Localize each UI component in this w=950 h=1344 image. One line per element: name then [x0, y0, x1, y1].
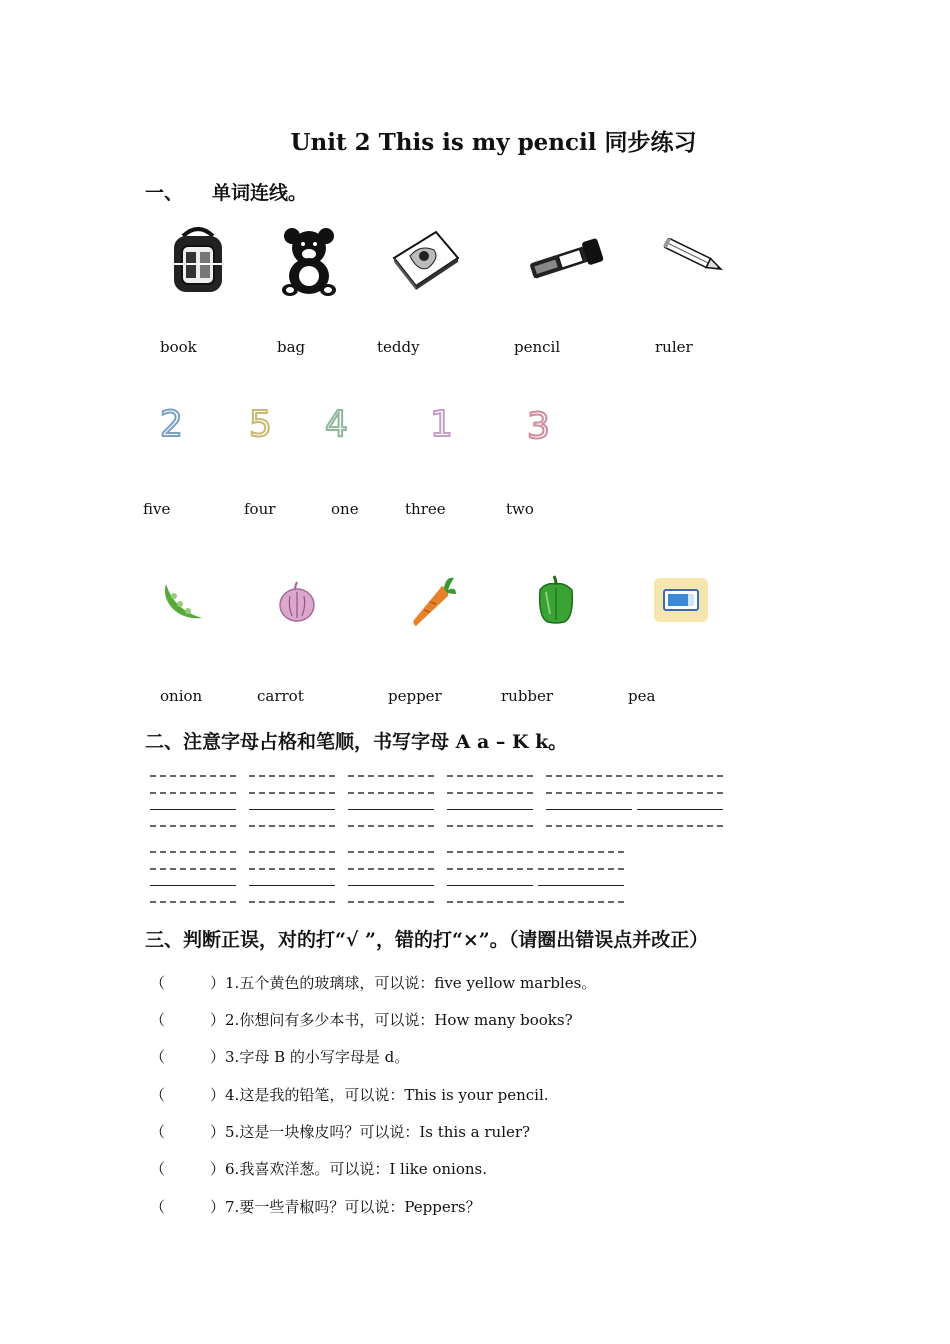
- answer-paren-open[interactable]: （: [150, 1160, 166, 1178]
- answer-paren-open[interactable]: （: [150, 1123, 166, 1141]
- word-pencil: pencil: [514, 338, 561, 356]
- answer-paren-close: ）: [210, 1011, 226, 1029]
- word-teddy: teddy: [377, 338, 420, 356]
- digit-2: 2: [160, 404, 183, 445]
- answer-paren-close: ）: [210, 1086, 226, 1104]
- word-book: book: [160, 338, 197, 356]
- question-text: 6.我喜欢洋葱。可以说：I like onions.: [225, 1160, 487, 1178]
- green-pepper-icon: [534, 574, 578, 626]
- answer-paren-close: ）: [210, 1198, 226, 1216]
- writing-grid[interactable]: [150, 775, 236, 842]
- pencil-icon: [660, 238, 728, 274]
- section1-heading: 单词连线。: [212, 182, 308, 204]
- word-two: two: [506, 500, 534, 518]
- question-5: [150, 1121, 530, 1142]
- answer-paren-open[interactable]: （: [150, 1198, 166, 1216]
- answer-paren-open[interactable]: （: [150, 1048, 166, 1066]
- writing-grid[interactable]: [546, 775, 632, 842]
- word-four: four: [244, 500, 276, 518]
- answer-paren-open[interactable]: （: [150, 1086, 166, 1104]
- section3-heading: 三、判断正误，对的打“√ ”，错的打“×”。（请圈出错误点并改正）: [145, 929, 709, 951]
- section2-heading: 二、注意字母占格和笔顺，书写字母 A a – K k。: [145, 731, 568, 753]
- answer-paren-open[interactable]: （: [150, 1011, 166, 1029]
- question-2: [150, 1009, 573, 1030]
- writing-grid[interactable]: [538, 851, 624, 918]
- question-text: 5.这是一块橡皮吗？可以说：Is this a ruler?: [225, 1123, 531, 1141]
- question-text: 3.字母 B 的小写字母是 d。: [225, 1048, 410, 1066]
- question-7: [150, 1196, 481, 1217]
- question-text: 2.你想问有多少本书，可以说：How many books?: [225, 1011, 573, 1029]
- rubber-eraser-icon: [652, 576, 710, 624]
- question-6: [150, 1158, 487, 1179]
- onion-icon: [276, 580, 318, 624]
- backpack-icon: [168, 224, 228, 296]
- word-carrot: carrot: [257, 687, 304, 705]
- writing-grid[interactable]: [150, 851, 236, 918]
- word-three: three: [405, 500, 446, 518]
- question-3: [150, 1046, 409, 1067]
- question-4: [150, 1084, 549, 1105]
- answer-paren-close: ）: [210, 974, 226, 992]
- word-one: one: [331, 500, 359, 518]
- answer-paren-close: ）: [210, 1048, 226, 1066]
- writing-grid[interactable]: [447, 851, 533, 918]
- word-onion: onion: [160, 687, 203, 705]
- word-five: five: [143, 500, 171, 518]
- pea-icon: [160, 580, 206, 622]
- digit-1: 1: [430, 404, 453, 445]
- digit-4: 4: [325, 404, 348, 445]
- writing-grid[interactable]: [249, 775, 335, 842]
- writing-grid[interactable]: [348, 775, 434, 842]
- section1-number: 一、: [145, 182, 184, 204]
- word-ruler: ruler: [655, 338, 693, 356]
- word-pea: pea: [628, 687, 656, 705]
- pencil-case-icon: [526, 238, 608, 282]
- word-rubber: rubber: [501, 687, 554, 705]
- carrot-icon: [410, 574, 458, 630]
- question-text: 7.要一些青椒吗？可以说：Peppers？: [225, 1198, 481, 1216]
- word-bag: bag: [277, 338, 306, 356]
- question-1: [150, 972, 596, 993]
- page-title: Unit 2 This is my pencil 同步练习: [290, 129, 697, 156]
- question-text: 4.这是我的铅笔，可以说：This is your pencil.: [225, 1086, 549, 1104]
- writing-grid[interactable]: [637, 775, 723, 842]
- digit-3: 3: [527, 406, 550, 447]
- writing-grid[interactable]: [348, 851, 434, 918]
- answer-paren-close: ）: [210, 1160, 226, 1178]
- question-text: 1.五个黄色的玻璃球，可以说：five yellow marbles。: [225, 974, 597, 992]
- writing-grid[interactable]: [447, 775, 533, 842]
- book-icon: [390, 228, 462, 292]
- answer-paren-open[interactable]: （: [150, 974, 166, 992]
- writing-grid[interactable]: [249, 851, 335, 918]
- digit-5: 5: [249, 404, 272, 445]
- answer-paren-close: ）: [210, 1123, 226, 1141]
- teddy-bear-icon: [278, 226, 340, 298]
- word-pepper: pepper: [388, 687, 442, 705]
